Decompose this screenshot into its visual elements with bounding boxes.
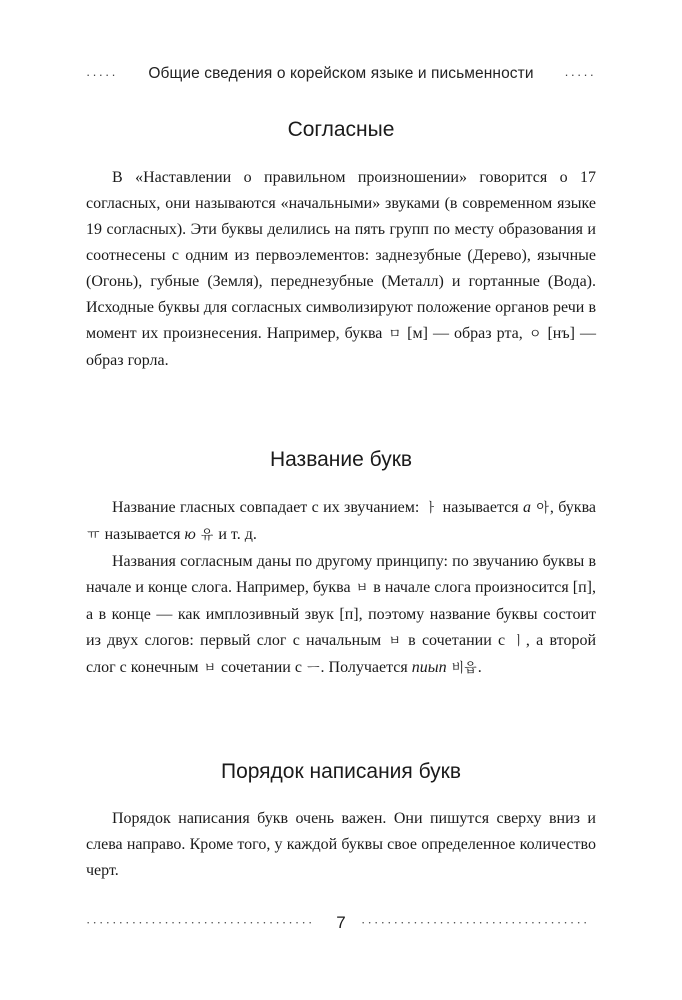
hangul-glyph-b: ㅂ xyxy=(203,661,217,676)
letter-name-a: а xyxy=(522,499,531,516)
text: Названия согласным даны по другому принципу: по звучанию буквы в начале и конце слога. Например, буква xyxy=(86,553,596,596)
text: В «Наставлении о правильном произношении» говорится о 17 согласных, они называются «начальными» звуками (в современном языке 19 согласных). Эти буквы делились на пять групп по месту образования и соотнесены с одним из первоэлементов: заднезубные (Дерево), язычные (Огонь), губные (Земля), переднезубные (Металл) и гортанные (Вода). Исходные буквы для согласных символизируют положение органов речи в момент их произнесения. Например, буква xyxy=(86,169,596,342)
section-consonants xyxy=(86,165,596,374)
running-header xyxy=(86,62,596,86)
text: , а второй слог с конечным xyxy=(86,632,597,676)
text: называется xyxy=(442,499,519,516)
korean-word-pieup: 비읍 xyxy=(451,661,477,676)
header-dots-left: ····· xyxy=(86,66,118,82)
hangul-glyph-yu: ㅠ xyxy=(87,528,100,543)
text: Название гласных совпадает с их звучанием: xyxy=(112,499,420,516)
header-dots-right: ····· xyxy=(564,66,596,82)
text: . xyxy=(477,659,482,676)
text: в начале слога произносится [п], а в конце — как имплозивный звук [п], поэтому название буквы состоит из двух слогов: первый слог с начальным xyxy=(86,579,596,649)
heading-writing-order: Порядок написания букв xyxy=(220,760,462,783)
hangul-glyph-eu: ㅡ xyxy=(306,661,320,676)
text: в сочетании с xyxy=(408,632,506,649)
paragraph xyxy=(86,806,596,884)
footer-leader-right: ··································· xyxy=(361,915,590,930)
letter-name-pieup: пиып xyxy=(411,659,447,676)
paragraph xyxy=(86,549,596,682)
text: . Получается xyxy=(320,659,408,676)
hangul-glyph-ng: ㅇ xyxy=(528,327,542,342)
section-writing-order xyxy=(86,806,596,884)
text: Порядок написания букв очень важен. Они пишутся сверху вниз и слева направо. Кроме того, у каждой буквы свое определенное количество черт. xyxy=(86,810,596,879)
heading-letter-names: Название букв xyxy=(269,448,413,471)
text: [нъ] — образ горла. xyxy=(86,325,597,369)
running-header-title: Общие сведения о корейском языке и письменности xyxy=(148,65,534,82)
korean-word-a: 아 xyxy=(536,501,549,516)
text: и т. д. xyxy=(218,526,257,543)
heading-consonants: Согласные xyxy=(287,118,395,141)
section-letter-names xyxy=(86,495,596,682)
hangul-glyph-b: ㅂ xyxy=(388,634,401,649)
korean-word-yu: 유 xyxy=(200,528,214,543)
text: , буква xyxy=(549,499,597,516)
hangul-glyph-m: ㅁ xyxy=(388,327,402,342)
paragraph xyxy=(86,165,596,374)
text: сочетании с xyxy=(221,659,302,676)
paragraph xyxy=(86,495,596,549)
hangul-glyph-b: ㅂ xyxy=(355,581,369,596)
hangul-glyph-i: ㅣ xyxy=(512,634,525,649)
letter-name-yu: ю xyxy=(184,526,196,543)
hangul-glyph-a: ㅏ xyxy=(424,501,438,516)
page-footer xyxy=(86,908,596,938)
page-number: 7 xyxy=(336,913,346,932)
footer-leader-left: ··································· xyxy=(86,915,315,930)
text: называется xyxy=(104,526,181,543)
text: [м] — образ рта, xyxy=(407,325,523,342)
